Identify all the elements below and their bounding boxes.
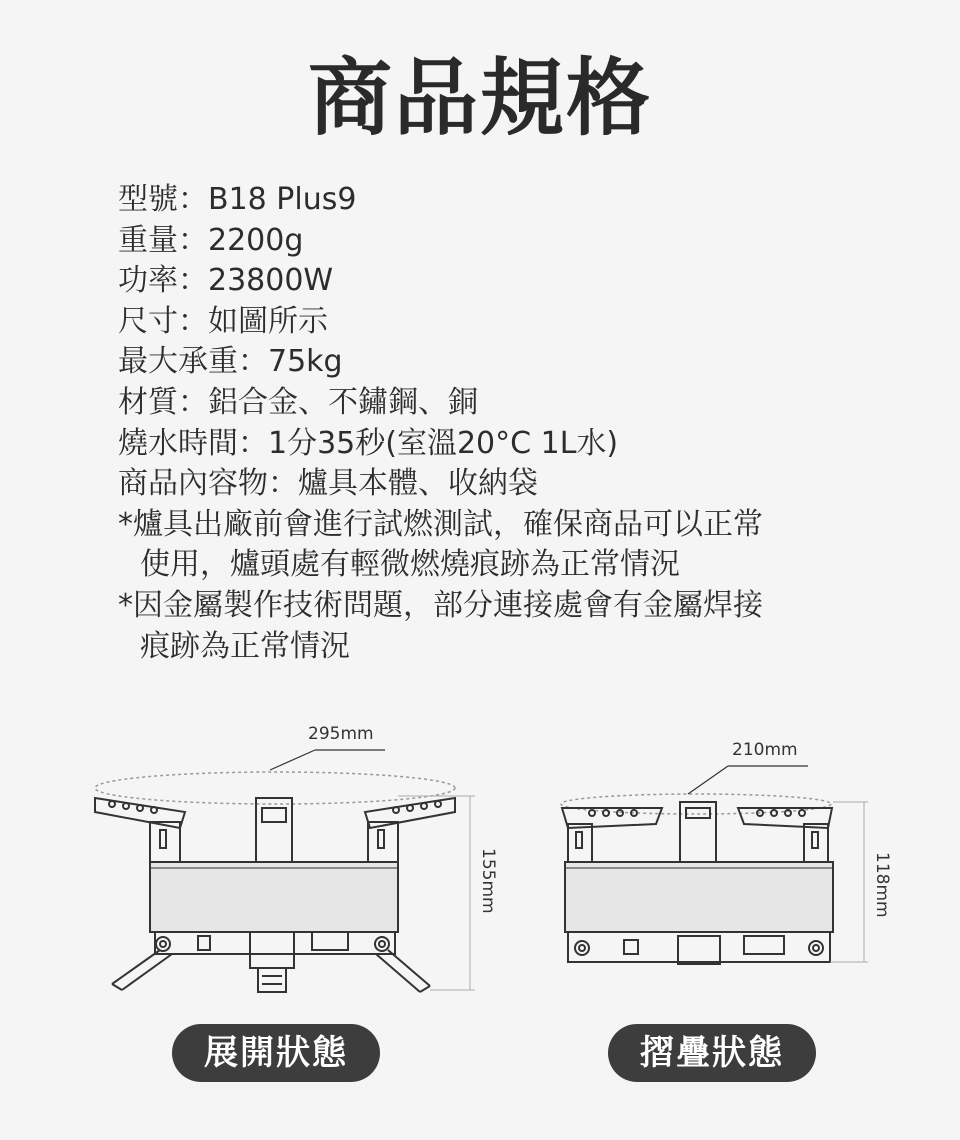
open-height-label: 155mm [478,848,498,914]
spec-weight: 重量：2200g [118,222,304,258]
note-test-fire-cont: 使用，爐頭處有輕微燃燒痕跡為正常情況 [140,547,680,583]
spec-boil-time: 燒水時間：1分35秒(室溫20°C 1L水) [118,425,619,461]
folded-height-label: 118mm [872,852,892,918]
page-title: 商品規格 [307,49,652,147]
note-weld-cont: 痕跡為正常情況 [140,628,350,664]
folded-stove-drawing [561,766,868,964]
open-state-badge: 展開狀態 [172,1024,380,1082]
note-test-fire: *爐具出廠前會進行試燃測試，確保商品可以正常 [118,506,763,542]
open-width-label: 295mm [308,724,374,744]
folded-width-label: 210mm [732,740,798,760]
spec-model: 型號：B18 Plus9 [118,182,357,217]
spec-size: 尺寸：如圖所示 [118,303,328,339]
spec-contents: 商品內容物：爐具本體、收納袋 [118,466,538,502]
spec-max-load: 最大承重：75kg [118,344,343,380]
folded-state-badge: 摺疊狀態 [608,1024,816,1082]
open-stove-drawing [95,750,475,992]
spec-material: 材質：鋁合金、不鏽鋼、銅 [118,384,478,420]
spec-power: 功率：23800W [118,263,334,299]
spec-list [118,180,858,667]
note-weld: *因金屬製作技術問題，部分連接處會有金屬焊接 [118,587,763,623]
